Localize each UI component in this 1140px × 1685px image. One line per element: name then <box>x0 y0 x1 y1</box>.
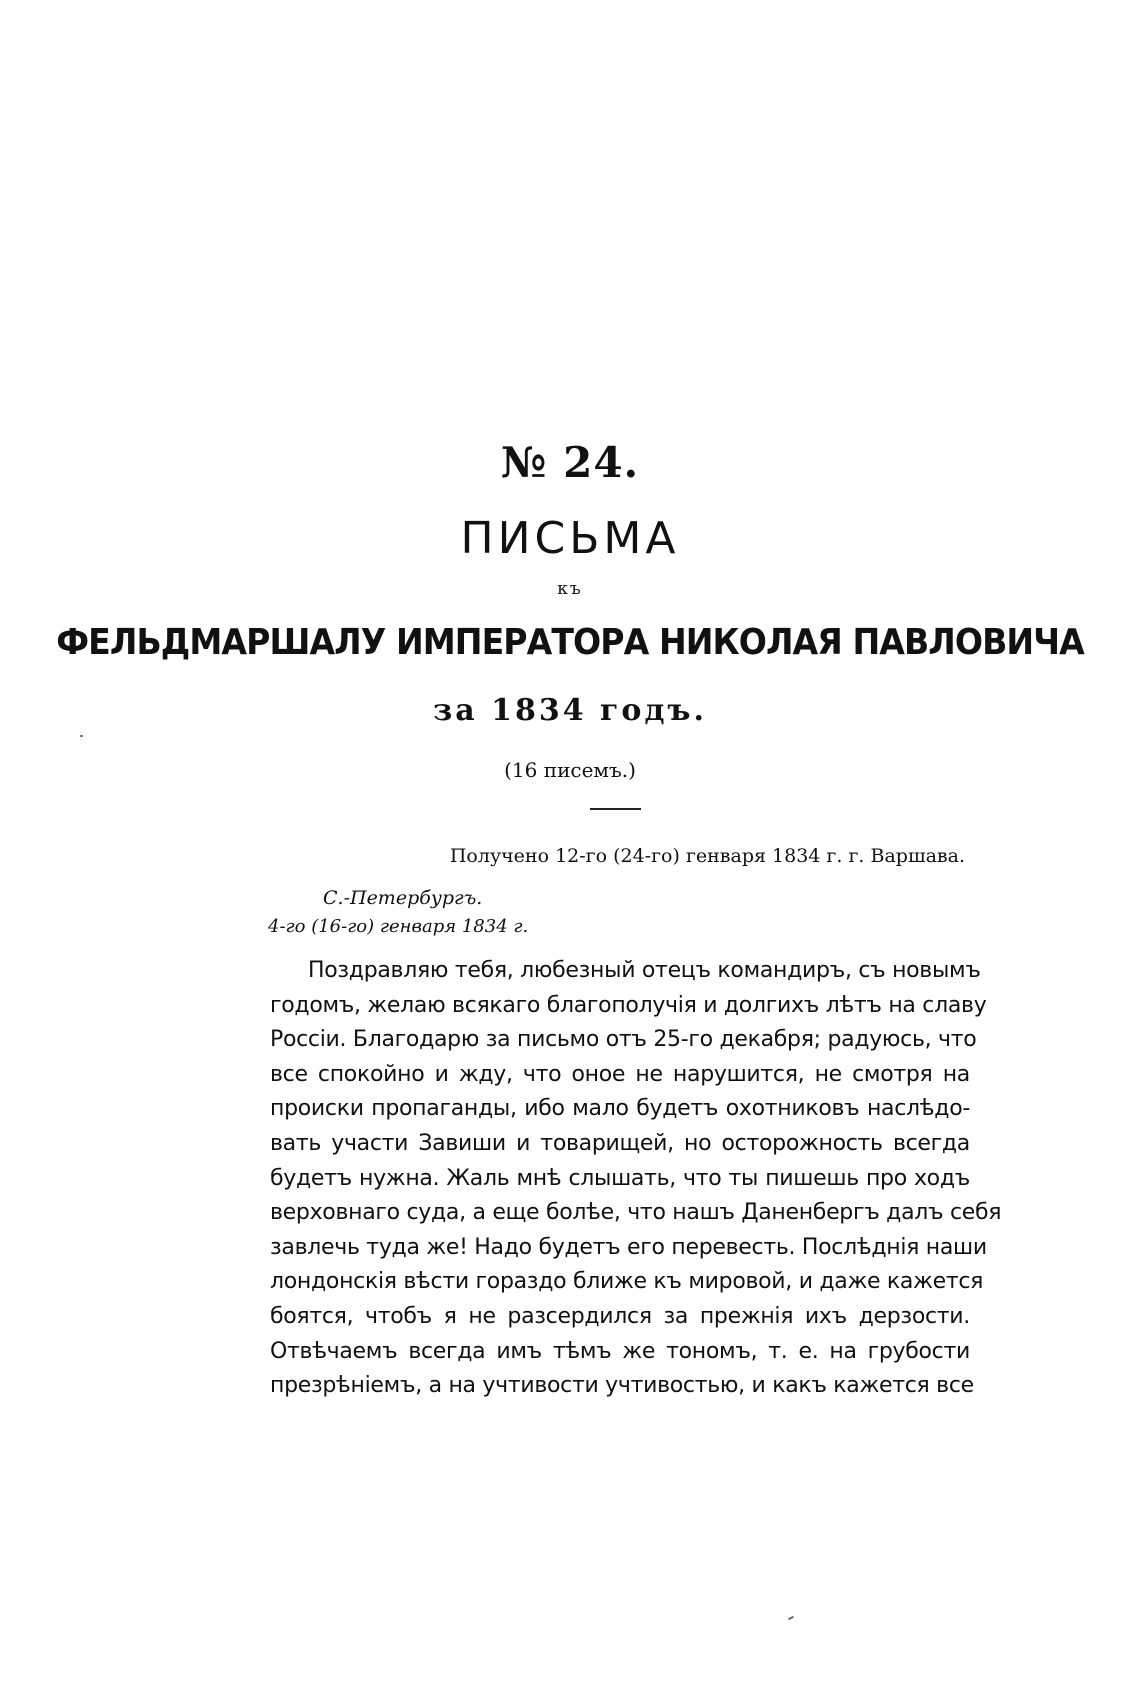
document-title: ПИСЬМА <box>460 513 680 564</box>
title-preposition: къ <box>557 579 583 599</box>
letters-count: (16 писемъ.) <box>504 758 636 782</box>
scan-speck <box>80 735 83 737</box>
body-line: Поздравляю тебя, любезный отецъ командиръ, съ новымъ <box>308 958 981 983</box>
body-line: Россіи. Благодарю за письмо отъ 25-го декабря; радуюсь, что <box>270 1027 977 1053</box>
letter-body <box>270 954 1002 1404</box>
body-line: верховнаго суда, а еще болѣе, что нашъ Даненбергъ далъ себя <box>270 1200 1002 1226</box>
body-line: завлечь туда же! Надо будетъ его перевесть. Послѣднія наши <box>270 1234 987 1260</box>
section-divider <box>590 808 641 810</box>
body-line: будетъ нужна. Жаль мнѣ слышать, что ты пишешь про ходъ <box>270 1165 970 1191</box>
year-line: за 1834 годъ. <box>433 693 707 728</box>
letter-place: С.-Петербургъ. <box>323 887 483 909</box>
body-line: вать участи Завиши и товарищей, но осторожность всегда <box>270 1130 970 1156</box>
received-note: Получено 12-го (24-го) генваря 1834 г. г. Варшава. <box>449 845 965 867</box>
body-line: происки пропаганды, ибо мало будетъ охотниковъ наслѣдо- <box>270 1096 970 1122</box>
scan-speck <box>788 1616 794 1620</box>
document-subtitle: ФЕЛЬДМАРШАЛУ ИМПЕРАТОРА НИКОЛАЯ ПАВЛОВИЧА <box>56 622 1084 663</box>
body-line: годомъ, желаю всякаго благополучія и долгихъ лѣтъ на славу <box>270 992 987 1018</box>
body-line: все спокойно и жду, что оное не нарушится, не смотря на <box>270 1061 970 1087</box>
body-line: боятся, чтобъ я не разсердился за прежнія ихъ дерзости. <box>270 1303 970 1329</box>
document-number: № 24. <box>500 438 640 487</box>
body-line: презрѣніемъ, а на учтивости учтивостью, и какъ кажется все <box>270 1373 974 1399</box>
body-line: лондонскія вѣсти гораздо ближе къ мировой, и даже кажется <box>270 1269 984 1295</box>
body-line: Отвѣчаемъ всегда имъ тѣмъ же тономъ, т. е. на грубости <box>270 1338 970 1364</box>
letter-date: 4-го (16-го) генваря 1834 г. <box>268 916 529 937</box>
